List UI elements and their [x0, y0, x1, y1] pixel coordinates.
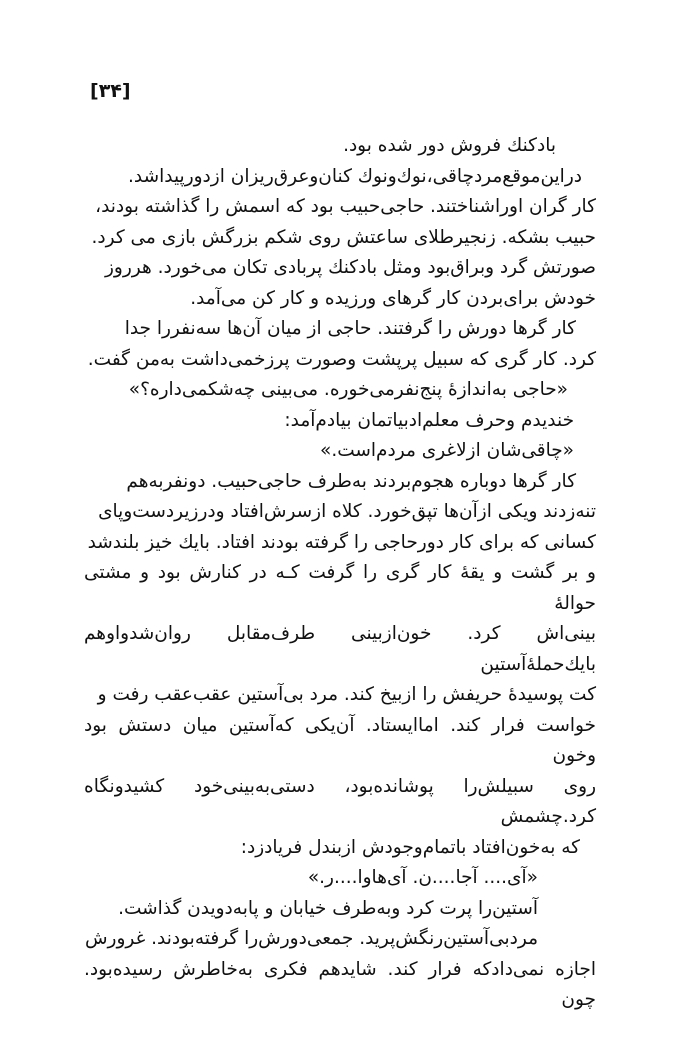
text-line: اجازه نمی‌دادکه فرار کند. شایدهم فکری به‌خاطرش رسیده‌بود. چون	[84, 958, 596, 1010]
body-text	[84, 0, 596, 1056]
text-line: و بر گشت و یقهٔ کار گری را گرفت کـه در کنارش بود و مشتی حوالهٔ	[84, 562, 596, 614]
text-line: «آی.... آجا....ن. آی‌هاوا....ر.»	[307, 867, 538, 888]
text-line: بادکنك فروش دور شده بود.	[343, 135, 556, 156]
text-line: مردبی‌آستین‌رنگش‌پرید. جمعی‌دورش‌را گرفته‌بودند. غرورش	[84, 928, 538, 949]
text-line: روی سبیلش‌را پوشانده‌بود، دستی‌به‌بینی‌خود کشیدونگاه کرد.چشمش	[84, 775, 596, 827]
text-line: «حاجی به‌اندازهٔ پنج‌نفرمی‌خوره. می‌بینی چه‌شکمی‌داره؟»	[128, 379, 568, 400]
text-line: کار گرها دورش را گرفتند. حاجی از میان آن‌ها سه‌نفررا جدا	[124, 318, 576, 339]
text-line: تنه‌زدند ویکی ازآن‌ها تپق‌خورد. کلاه ازسرش‌افتاد ودرزیردست‌وپای	[98, 501, 596, 522]
text-line: بینی‌اش کرد. خون‌ازبینی طرف‌مقابل روان‌شدواوهم بایك‌حملهٔ‌آستین	[84, 623, 596, 675]
text-line: خودش برای‌بردن کار گرهای ورزیده و کار کن می‌آمد.	[190, 287, 596, 309]
text-line: «چاقی‌شان ازلاغری مردم‌است.»	[320, 440, 574, 461]
text-line: حبیب بشکه. زنجیرطلای ساعتش روی شکم بزرگش بازی می کرد.	[91, 226, 596, 248]
text-line: کرد. کار گری که سبیل پرپشت وصورت پرزخمی‌داشت به‌من گفت.	[87, 348, 596, 370]
text-line: که به‌خون‌افتاد باتمام‌وجودش ازبندل فریادزد:	[240, 836, 580, 858]
text-line: کسانی که برای کار دورحاجی را گرفته بودند افتاد. بایك خیز بلندشد	[87, 531, 596, 553]
text-line: خواست فرار کند. اماایستاد. آن‌یکی که‌آستین میان دستش بود وخون	[84, 714, 596, 766]
text-line: صورتش گرد وبراق‌بود ومثل بادکنك پربادی تکان می‌خورد. هرروز	[105, 257, 596, 278]
text-line: کار گرها دوباره هجوم‌بردند به‌طرف حاجی‌حبیب. دونفربه‌هم	[126, 470, 576, 492]
text-line: آستین‌را پرت کرد وبه‌طرف خیابان و پابه‌دویدن گذاشت.	[118, 897, 538, 919]
text-line: کار گران اوراشناختند. حاجی‌حبیب بود که اسمش را گذاشته بودند،	[95, 196, 596, 217]
text-line: خندیدم وحرف معلم‌ادبیاتمان بیادم‌آمد:	[284, 409, 574, 431]
page-number: [۳۴]	[90, 80, 131, 102]
text-line: کت پوسیدهٔ حریفش را ازبیخ کند. مرد بی‌آستین عقب‌عقب رفت و	[97, 684, 596, 705]
text-line: دراین‌موقع‌مردچاقی،نوك‌ونوك کنان‌وعرق‌ریزان ازدورپیداشد.	[128, 165, 582, 187]
